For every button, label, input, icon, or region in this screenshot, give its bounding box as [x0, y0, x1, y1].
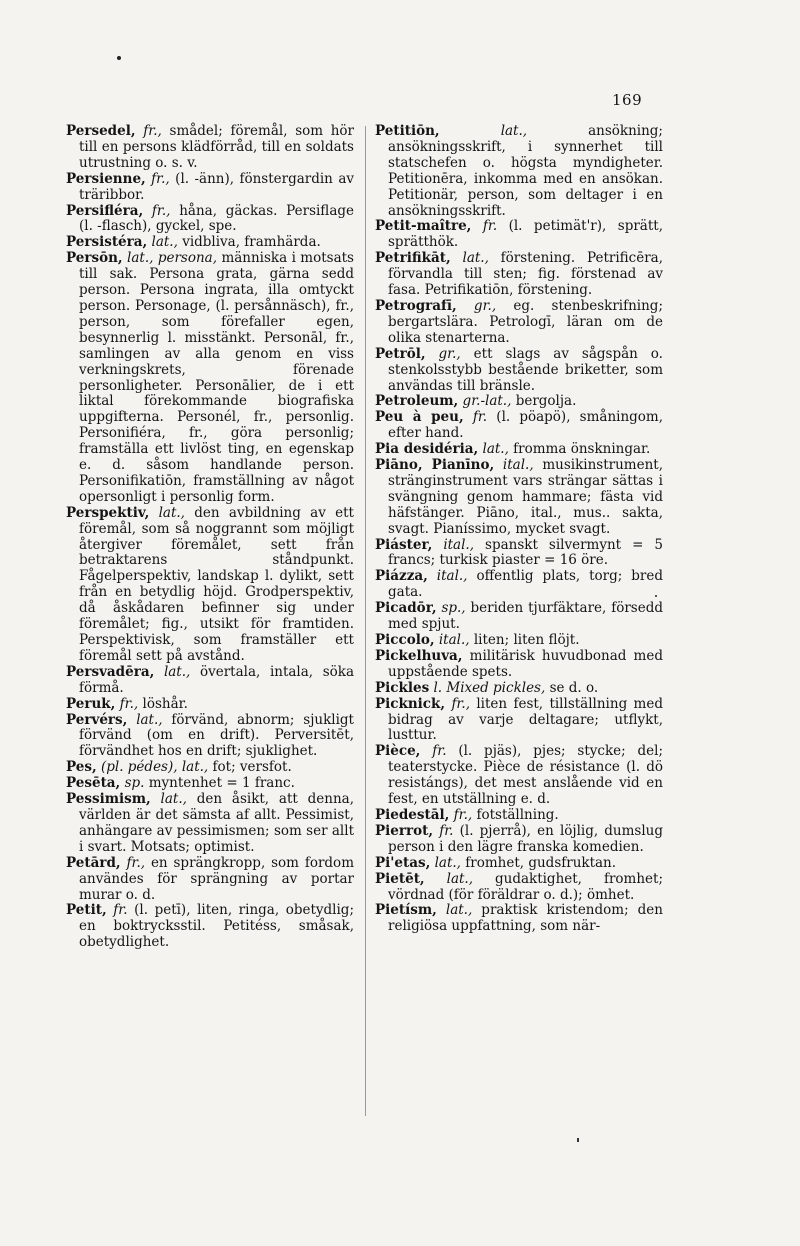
entry-definition: gudaktighet, fromhet; vördnad (för föräldrar o. d.); ömhet. — [388, 870, 663, 903]
entry-definition: spanskt silvermynt = 5 francs; turkisk piaster = 16 öre. — [388, 536, 663, 569]
entry-definition: (l. pjäs), pjes; stycke; del; teaterstycke. Pièce de résistance (l. dö resistángs), det mest anslående vid en fest, en utställning e. d. — [388, 743, 663, 808]
entry-definition: ett slags av sågspån o. stenkolsstybb bestående briketter, som användas till bränsle. — [388, 345, 663, 394]
entry-language: fr., — [451, 695, 470, 712]
entry-language: ital., — [438, 632, 470, 648]
entry-definition: fromhet, gudsfruktan. — [465, 854, 617, 871]
entry-language: lat., — [445, 902, 473, 919]
dictionary-entry — [66, 665, 354, 697]
dictionary-entry — [66, 506, 354, 665]
entry-language: ital., — [436, 568, 468, 585]
entry-definition: den avbildning av ett föremål, som så noggrannt som möjligt återgiver föremålet, sett från betraktarens ståndpunkt. Fågelperspektiv, landskap l. dylikt, sett från en betydlig höjd. Grodperspektiv, då åskådaren befinner sig under föremålet; fig., utsikt för framtiden. Perspektivisk, som framställer ett föremål sett på avstånd. — [79, 504, 354, 664]
entry-headword: Pes, — [66, 759, 97, 776]
dictionary-entry — [66, 172, 354, 204]
entry-headword: Perspektiv, — [66, 504, 150, 521]
column-divider — [365, 126, 366, 1116]
entry-language: fr., — [143, 123, 162, 139]
entry-language: lat., — [462, 250, 489, 267]
entry-headword: Persōn, — [66, 250, 123, 267]
entry-language: fr., — [119, 695, 139, 712]
entry-language: fr., — [151, 170, 170, 187]
entry-headword: Pesēta, — [66, 775, 121, 792]
dictionary-entry — [66, 697, 354, 713]
entry-headword: Petit-maître, — [375, 218, 472, 235]
entry-headword: Petrifikāt, — [375, 250, 451, 267]
entry-headword: Pi'etas, — [375, 854, 431, 871]
entry-language: fr. — [113, 902, 128, 919]
entry-headword: Piedestāl, — [375, 806, 450, 823]
entry-definition: den åsikt, att denna, världen är det sämsta af allt. Pessimist, anhängare av pessimismen; som ser allt i svart. Motsats; optimist. — [79, 791, 354, 855]
entry-definition: smådel; föremål, som hör till en persons klädförråd, till en soldats utrustning o. s. v. — [79, 123, 355, 171]
entry-definition: fotställning. — [476, 806, 559, 823]
entry-language: ital., — [502, 457, 534, 474]
entry-definition: förstening. Petrificēra, förvandla till sten; fig. förstenad av fasa. Petrifikatiōn, förstening. — [388, 250, 663, 299]
entry-definition: beriden tjurfäktare, försedd med spjut. — [388, 600, 663, 633]
entry-language: lat., — [434, 854, 461, 871]
dictionary-entry — [375, 124, 663, 219]
dictionary-entry — [66, 251, 354, 506]
dictionary-entry — [375, 824, 663, 856]
entry-language: lat., — [446, 870, 473, 887]
entry-definition: offentlig plats, torg; bred gata. — [388, 568, 664, 601]
dictionary-entry — [66, 792, 354, 856]
entry-language: (pl. pédes), lat., — [100, 759, 209, 776]
entry-headword: Persienne, — [66, 170, 146, 187]
entry-language: lat., — [160, 791, 187, 808]
entry-definition: (l. -änn), fönstergardin av träribbor. — [79, 170, 354, 203]
entry-definition: ansökning; ansökningsskrift, i synnerhet till statschefen o. högsta myndigheter. Petitionēra, inkomma med en ansökan. Petitionär, person, som deltager i en ansökningsskrift. — [388, 123, 663, 219]
dictionary-entry — [66, 204, 354, 236]
entry-headword: Pietísm, — [375, 902, 437, 919]
entry-language: sp. — [124, 775, 145, 792]
entry-headword: Pickelhuva, — [375, 647, 463, 664]
entry-headword: Piāno, Pianīno, — [375, 457, 495, 474]
entry-definition: fot; versfot. — [212, 759, 292, 776]
entry-headword: Peruk, — [66, 695, 116, 712]
entry-headword: Pervérs, — [66, 711, 128, 728]
dictionary-entry — [66, 776, 354, 792]
dictionary-entry — [375, 219, 663, 251]
entry-language: gr., — [473, 297, 497, 314]
entry-definition: (l. pjerrå), en löjlig, dumslug person i den lägre franska komedien. — [388, 822, 664, 855]
entry-headword: Pickles — [375, 679, 430, 696]
dictionary-entry — [66, 856, 354, 904]
entry-headword: Petrōl, — [375, 345, 426, 362]
entry-headword: Petārd, — [66, 854, 121, 871]
entry-headword: Petitiōn, — [375, 123, 440, 139]
entry-definition: praktisk kristendom; den religiösa uppfattning, som när- — [388, 902, 663, 935]
entry-definition: musikinstrument, stränginstrument vars strängar sättas i svängning genom hammare; fästa vid häfstänger. Piāno, ital., mus.. sakta, svagt. Pianíssimo, mycket svagt. — [388, 457, 663, 537]
right-column — [375, 124, 663, 935]
page-number: 169 — [612, 91, 643, 109]
entry-headword: Persistéra, — [66, 234, 148, 251]
entry-definition: löshår. — [142, 695, 188, 712]
entry-headword: Pièce, — [375, 743, 421, 760]
entry-language: lat., — [500, 123, 528, 139]
dictionary-entry — [375, 347, 663, 395]
entry-language: gr., — [438, 345, 461, 362]
stray-ink-mark — [117, 56, 121, 60]
entry-definition: håna, gäckas. Persiflage (l. -flasch), gyckel, spe. — [79, 202, 354, 235]
dictionary-entry — [375, 442, 663, 458]
dictionary-entry — [375, 697, 663, 745]
entry-definition: (l. pöapö), småningom, efter hand. — [388, 409, 664, 442]
entry-definition: en sprängkropp, som fordom användes för sprängning av portar murar o. d. — [79, 854, 354, 903]
entry-headword: Pessimism, — [66, 791, 151, 808]
entry-definition: eg. stenbeskrifning; bergartslära. Petrologī, läran om de olika stenarterna. — [388, 297, 663, 346]
entry-headword: Pia desidéria, — [375, 441, 479, 458]
entry-headword: Persvadēra, — [66, 663, 155, 680]
entry-language: sp., — [441, 600, 466, 617]
entry-language: ital., — [443, 536, 475, 553]
entry-language: lat., — [482, 441, 509, 458]
dictionary-entry — [375, 410, 663, 442]
entry-definition: se d. o. — [549, 679, 599, 696]
entry-language: fr., — [151, 202, 171, 219]
entry-definition: människa i motsats till sak. Persona grata, gärna sedd person. Persona ingrata, illa omtyckt person. Personage, (l. persånnäsch), fr., person, som förefaller egen, besynnerlig l. misstänkt. Personāl, fr., samlingen av alla genom en viss verkningskrets, förenade personligheter. Personālier, de i ett liktal förekommande biografiska uppgifterna. Personél, fr., personlig. Personifiéra, fr., göra personlig; framställa ett livlöst ting, en egenskap e. d. såsom handlande person. Personifikatiōn, framställning av något opersonligt i personlig form. — [79, 250, 354, 505]
entry-definition: (l. petī), liten, ringa, obetydlig; en boktrycksstil. Petitéss, småsak, obetydlighet. — [79, 902, 354, 951]
entry-language: fr. — [472, 409, 488, 426]
entry-language: l. Mixed pickles, — [433, 679, 546, 696]
entry-definition: liten fest, tillställning med bidrag av varje deltagare; utflykt, lusttur. — [388, 695, 663, 744]
dictionary-entry — [66, 235, 354, 251]
entry-definition: liten; liten flöjt. — [473, 632, 580, 648]
entry-headword: Piáster, — [375, 536, 433, 553]
entry-headword: Peu à peu, — [375, 409, 464, 426]
entry-definition: övertala, intala, söka förmå. — [79, 663, 355, 696]
entry-headword: Petit, — [66, 902, 107, 919]
entry-headword: Picknick, — [375, 695, 446, 712]
dictionary-entry — [375, 649, 663, 681]
entry-definition: militärisk huvudbonad med uppstående spets. — [388, 647, 663, 680]
entry-language: lat., — [136, 711, 163, 728]
entry-headword: Petrografī, — [375, 297, 457, 314]
dictionary-entry — [375, 251, 663, 299]
dictionary-entry — [66, 713, 354, 761]
entry-definition: förvänd, abnorm; sjukligt förvänd (om en drift). Perversitēt, förvändhet hos en drift; sjuklighet. — [79, 711, 354, 760]
entry-language: lat., — [158, 504, 185, 521]
dictionary-entry — [66, 124, 354, 172]
dictionary-entry — [375, 569, 663, 601]
entry-definition: bergolja. — [515, 393, 577, 410]
entry-headword: Piázza, — [375, 568, 428, 585]
dictionary-entry — [375, 681, 663, 697]
entry-language: fr. — [439, 822, 454, 839]
dictionary-entry — [375, 538, 663, 570]
entry-language: fr., — [126, 854, 146, 871]
stray-ink-mark — [577, 1138, 579, 1142]
left-column — [66, 124, 354, 951]
entry-language: lat., persona, — [127, 250, 218, 267]
entry-definition: vidbliva, framhärda. — [182, 234, 321, 251]
dictionary-entry — [375, 872, 663, 904]
entry-language: fr., — [453, 806, 473, 823]
dictionary-entry — [375, 856, 663, 872]
entry-definition: (l. petimät'r), sprätt, sprätthök. — [388, 218, 663, 251]
entry-language: lat., — [151, 234, 178, 251]
entry-definition: fromma önskningar. — [513, 441, 651, 458]
entry-headword: Picadōr, — [375, 600, 437, 617]
entry-language: fr. — [482, 218, 498, 235]
dictionary-entry — [375, 458, 663, 538]
entry-language: lat., — [163, 663, 191, 680]
dictionary-entry — [375, 299, 663, 347]
dictionary-entry — [375, 394, 663, 410]
dictionary-entry — [375, 903, 663, 935]
entry-headword: Petroleum, — [375, 393, 459, 410]
entry-language: fr. — [432, 743, 447, 760]
entry-language: gr.-lat., — [462, 393, 512, 410]
entry-headword: Pietēt, — [375, 870, 425, 887]
dictionary-entry — [375, 601, 663, 633]
entry-definition: myntenhet = 1 franc. — [148, 775, 295, 792]
entry-headword: Piccolo, — [375, 632, 435, 648]
dictionary-entry — [375, 744, 663, 808]
entry-headword: Persifléra, — [66, 202, 144, 219]
dictionary-entry — [66, 903, 354, 951]
entry-headword: Pierrot, — [375, 822, 434, 839]
dictionary-entry — [375, 808, 663, 824]
entry-headword: Persedel, — [66, 123, 136, 139]
dictionary-entry — [66, 760, 354, 776]
dictionary-entry — [375, 633, 663, 649]
